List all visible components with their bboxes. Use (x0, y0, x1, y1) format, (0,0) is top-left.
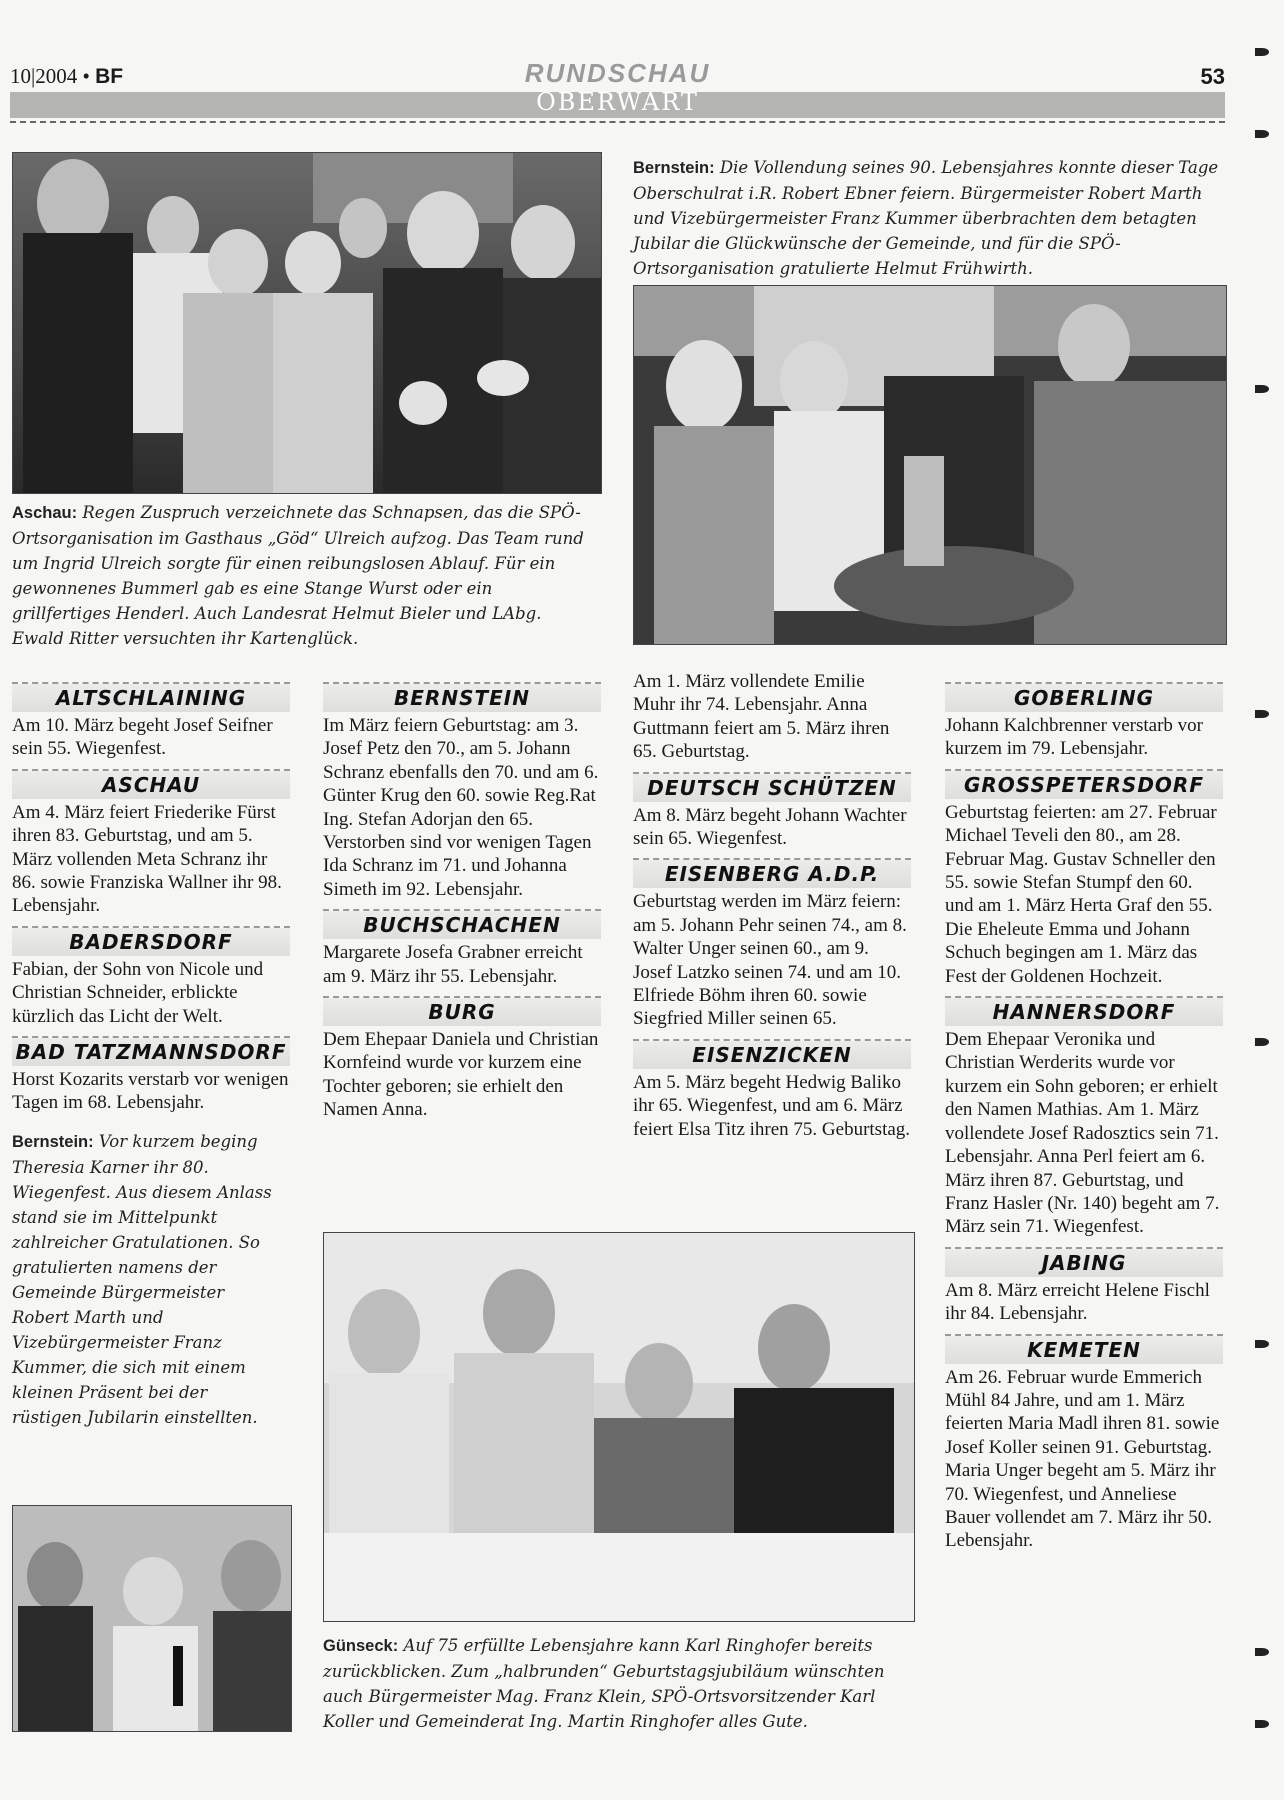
caption-bernstein-top-text: Die Vollendung seines 90. Lebensjahres konnte dieser Tage Oberschulrat i.R. Robert Ebner feiern. Bürgermeister Robert Marth und Vizebürgermeister Franz Kummer überbrachten dem betagten Jubilar die Glückwünsche der Gemeinde, und für die SPÖ-Ortsorganisation gratulierte Helmut Frühwirth. (633, 158, 1219, 278)
section-text: Horst Kozarits verstarb vor wenigen Tagen im 68. Lebensjahr. (12, 1069, 289, 1114)
section-heading-badersdorf (12, 924, 290, 956)
edge-mark (1255, 1720, 1269, 1728)
section-heading-kemeten (945, 1332, 1223, 1364)
section-divider (10, 121, 1225, 123)
section-title: BADERSDORF (69, 929, 233, 954)
section-text: Dem Ehepaar Veronika und Christian Werderits wurde vor kurzem ein Sohn geboren; er erhielt den Namen Mathias. Am 1. März vollendete Josef Radosztics sein 71. Lebensjahr. Anna Perl feiert am 6. März ihren 87. Geburtstag, und Franz Hasler (Nr. 140) begeht am 7. März sein 71. Wiegenfest. (945, 1029, 1220, 1238)
section-divider (633, 858, 911, 860)
caption-aschau-text: Regen Zuspruch verzeichnete das Schnapsen, das die SPÖ-Ortsorganisation im Gasthaus „Göd“ Ulreich aufzog. Das Team rund um Ingrid Ulreich sorgte für einen reibungslosen Ablauf. Für ein gewonnenes Bummerl gab es eine Stange Wurst oder ein grillfertiges Henderl. Auch Landesrat Helmut Bieler und LAbg. Ewald Ritter versuchten ihr Kartenglück. (12, 503, 584, 648)
column-4 (945, 676, 1223, 1559)
section-divider (323, 996, 601, 998)
section-heading-grosspetersdorf (945, 767, 1223, 799)
section-divider (945, 1247, 1223, 1249)
edge-mark (1255, 385, 1269, 393)
photo-aschau-group (12, 152, 602, 494)
edge-mark (1255, 710, 1269, 718)
edge-mark (1255, 48, 1269, 56)
section-title: EISENZICKEN (692, 1042, 852, 1067)
caption-guenseck-text: Auf 75 erfüllte Lebensjahre kann Karl Ringhofer bereits zurückblicken. Zum „halbrunden“ Geburtstagsjubiläum wünschten auch Bürgermeister Mag. Franz Klein, SPÖ-Ortsvorsitzender Karl Koller und Gemeinderat Ing. Martin Ringhofer alles Gute. (323, 1636, 885, 1731)
section-title: GROSSPETERSDORF (963, 772, 1204, 797)
photo-bernstein-jubilar (633, 285, 1227, 645)
section-divider (633, 1039, 911, 1041)
edge-mark (1255, 1038, 1269, 1046)
section-divider (12, 769, 290, 771)
section-heading-eisenberg-a-d-p (633, 856, 911, 888)
edge-mark (1255, 1340, 1269, 1348)
section-divider (323, 909, 601, 911)
caption-aschau (12, 500, 587, 651)
caption-bernstein-top (633, 155, 1225, 281)
caption-aschau-place: Aschau: (12, 504, 78, 522)
rubric-title: RUNDSCHAU (524, 58, 711, 88)
section-heading-hannersdorf (945, 994, 1223, 1026)
photo-guenseck (323, 1232, 915, 1622)
section-title: KEMETEN (1027, 1337, 1141, 1362)
section-heading-deutsch-sch-tzen (633, 770, 911, 802)
publication-name: BF (95, 65, 124, 88)
section-heading-bernstein (323, 680, 601, 712)
section-divider (945, 996, 1223, 998)
section-title: DEUTSCH SCHÜTZEN (647, 775, 897, 800)
caption-bernstein-top-place: Bernstein: (633, 159, 715, 177)
section-heading-goberling (945, 680, 1223, 712)
edge-mark (1255, 1648, 1269, 1656)
caption-bernstein-left (12, 1129, 282, 1430)
section-text: Am 4. März feiert Friederike Fürst ihren 83. Geburtstag, und am 5. März vollenden Meta Schranz ihr 86. sowie Franziska Wallner ihr 98. Lebensjahr. (12, 801, 282, 917)
section-bar-title: OBERWART (536, 88, 699, 116)
issue-bullet: • (82, 64, 90, 88)
section-text: Am 8. März erreicht Helene Fischl ihr 84. Lebensjahr. (945, 1279, 1210, 1325)
section-text: Geburtstag feierten: am 27. Februar Michael Teveli den 80., am 28. Februar Mag. Gustav Schneller den 55. sowie Stefan Stumpf den 60. und am 1. März Herta Graf den 55. Die Eheleute Emma und Johann Schuch begingen am 1. März das Fest der Goldenen Hochzeit. (945, 801, 1217, 987)
section-heading-eisenzicken (633, 1037, 911, 1069)
section-heading-burg (323, 994, 601, 1026)
column-1 (12, 676, 290, 1430)
caption-bernstein-left-place: Bernstein: (12, 1132, 94, 1151)
section-bar (10, 88, 1225, 118)
section-text: Johann Kalchbrenner verstarb vor kurzem im 79. Lebensjahr. (945, 715, 1203, 760)
section-heading-buchschachen (323, 907, 601, 939)
section-title: BUCHSCHACHEN (363, 913, 561, 938)
section-text: Am 8. März begeht Johann Wachter sein 65. Wiegenfest. (633, 804, 907, 850)
column-3-intro: Am 1. März vollendete Emilie Muhr ihr 74. Lebensjahr. Anna Guttmann feiert am 5. März ihren 65. Geburtstag. (633, 671, 890, 763)
section-title: BURG (428, 1000, 496, 1025)
section-divider (323, 682, 601, 684)
edge-mark (1255, 130, 1269, 138)
section-heading-altschlaining (12, 680, 290, 712)
caption-guenseck-place: Günseck: (323, 1637, 399, 1655)
section-title: JABING (1041, 1250, 1127, 1275)
section-text: Am 10. März begeht Josef Seifner sein 55. Wiegenfest. (12, 715, 273, 760)
caption-bernstein-left-text: Vor kurzem beging Theresia Karner ihr 80. Wiegenfest. Aus diesem Anlass stand sie im Mittelpunkt zahlreicher Gratulationen. So gratulierten namens der Gemeinde Bürgermeister Robert Marth und Vizebürgermeister Franz Kummer, die sich mit einem kleinen Präsent bei der rüstigen Jubilarin einstellten. (12, 1131, 272, 1427)
section-text: Am 5. März begeht Hedwig Baliko ihr 65. Wiegenfest, und am 6. März feiert Elsa Titz ihren 75. Geburtstag. (633, 1071, 911, 1140)
section-title: GOBERLING (1013, 686, 1155, 710)
section-title: BAD TATZMANNSDORF (15, 1040, 287, 1065)
section-text: Margarete Josefa Grabner erreicht am 9. März ihr 55. Lebensjahr. (323, 942, 583, 987)
section-heading-bad-tatzmannsdorf (12, 1034, 290, 1066)
section-divider (12, 682, 290, 684)
section-title: HANNERSDORF (992, 1000, 1176, 1025)
photo-bernstein-karner (12, 1505, 292, 1732)
section-heading-aschau (12, 767, 290, 799)
section-divider (945, 682, 1223, 684)
section-text: Am 26. Februar wurde Emmerich Mühl 84 Jahre, und am 1. März feierten Maria Madl ihren 81. sowie Josef Koller seinen 91. Geburtstag. Maria Unger begeht am 5. März ihr 70. Wiegenfest, und Anneliese Bauer vollendet am 7. März ihr 50. Lebensjahr. (945, 1366, 1220, 1552)
section-title: BERNSTEIN (394, 686, 530, 710)
column-2 (323, 676, 601, 1128)
section-heading-jabing (945, 1245, 1223, 1277)
section-divider (945, 769, 1223, 771)
section-text: Geburtstag werden im März feiern: am 5. Johann Pehr seinen 74., am 8. Walter Unger seinen 60., am 9. Josef Latzko seinen 74. und am 10. Elfriede Böhm ihren 60. sowie Siegfried Miller seinen 65. (633, 891, 907, 1030)
page-header (10, 58, 1225, 88)
page-number: 53 (1200, 64, 1225, 89)
section-text: Fabian, der Sohn von Nicole und Christian Schneider, erblickte kürzlich das Licht der Welt. (12, 958, 264, 1027)
section-text: Im März feiern Geburtstag: am 3. Josef Petz den 70., am 5. Johann Schranz ebenfalls den 70. und am 6. Günter Krug den 60. sowie Reg.Rat Ing. Stefan Adorjan den 65. Verstorben sind vor wenigen Tagen Ida Schranz im 71. und Johanna Simeth im 92. Lebensjahr. (323, 715, 599, 900)
section-divider (633, 772, 911, 774)
section-title: ASCHAU (101, 772, 201, 797)
section-divider (12, 1036, 290, 1038)
caption-guenseck (323, 1633, 913, 1734)
section-divider (945, 1334, 1223, 1336)
section-text: Dem Ehepaar Daniela und Christian Kornfeind wurde vor kurzem eine Tochter geboren; sie erhielt den Namen Anna. (323, 1029, 599, 1121)
column-3 (633, 670, 911, 1147)
section-title: EISENBERG A.D.P. (664, 862, 880, 887)
section-divider (12, 926, 290, 928)
section-title: ALTSCHLAINING (55, 686, 247, 710)
issue-number: 10|2004 (10, 64, 78, 88)
